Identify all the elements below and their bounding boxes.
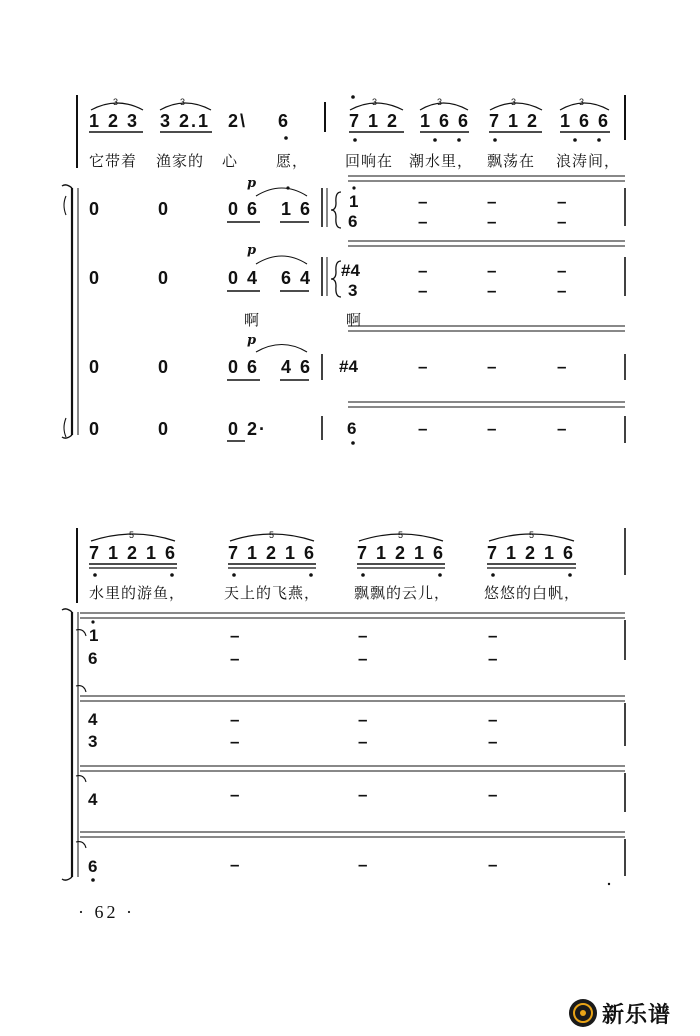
note-group: 0 6 — [228, 199, 260, 219]
tuplet-mark: 3 — [511, 97, 517, 107]
hold-dash: – — [418, 419, 428, 438]
chord-top: 1 — [89, 626, 99, 645]
hold-dash: – — [488, 626, 498, 645]
hold-dash: – — [418, 357, 428, 376]
note: 6 — [88, 857, 98, 876]
lyric: 浪涛间， — [556, 152, 621, 170]
hold-dash: – — [418, 261, 428, 280]
hold-dash: – — [487, 281, 497, 300]
hold-dash: – — [488, 855, 498, 874]
chord-bottom: 6 — [348, 212, 358, 231]
note-group: 7 1 2 1 6 — [357, 543, 446, 563]
hold-dash: – — [557, 281, 567, 300]
tuplet-mark: 5 — [269, 530, 275, 540]
hold-dash: – — [358, 785, 368, 804]
note-group: 1 2 3 — [89, 111, 140, 131]
rest: 0 — [158, 199, 171, 219]
note-group: 4 6 — [281, 357, 313, 377]
hold-dash: – — [358, 626, 368, 645]
lyric: 它带着 — [89, 152, 138, 170]
hold-dash: – — [488, 785, 498, 804]
hold-dash: – — [358, 710, 368, 729]
lyric: 心 — [222, 152, 239, 170]
note-group: 0 4 — [228, 268, 260, 288]
hold-dash: – — [230, 649, 240, 668]
hold-dash: – — [358, 855, 368, 874]
page-number: · 62 · — [78, 902, 135, 922]
note-group: 1 6 — [281, 199, 313, 219]
dynamic-p: p — [247, 176, 257, 191]
rest: 0 — [89, 419, 102, 439]
tuplet-mark: 5 — [529, 530, 535, 540]
note-group: 3 2.1 — [160, 111, 211, 131]
hold-dash: – — [230, 855, 240, 874]
site-logo — [568, 996, 694, 1030]
lyric: 愿， — [276, 152, 309, 170]
lyric: 飘荡在 — [487, 152, 536, 170]
note-group: 0 2· — [228, 419, 268, 439]
lyric: 渔家的 — [156, 152, 205, 170]
tuplet-mark: 3 — [437, 97, 443, 107]
dynamic-p: p — [247, 333, 257, 348]
note-group: 7 1 2 — [489, 111, 540, 131]
tuplet-mark: 5 — [398, 530, 404, 540]
hold-dash: – — [557, 419, 567, 438]
hold-dash: – — [487, 357, 497, 376]
tuplet-mark: 3 — [579, 97, 585, 107]
note-group: 7 1 2 1 6 — [487, 543, 576, 563]
hold-dash: – — [488, 649, 498, 668]
chord-bottom: 3 — [88, 732, 98, 751]
hold-dash: – — [557, 212, 567, 231]
rest: 0 — [89, 199, 102, 219]
chord-bottom: 3 — [348, 281, 358, 300]
hold-dash: – — [557, 192, 567, 211]
lyric: 悠悠的白帆， — [484, 584, 581, 602]
lyric: 啊 — [346, 311, 363, 329]
note-group: 7 1 2 — [349, 111, 400, 131]
hold-dash: – — [487, 212, 497, 231]
note-group: 0 6 — [228, 357, 260, 377]
note: 4 — [88, 790, 98, 809]
note-group: 1 6 6 — [420, 111, 471, 131]
hold-dash: – — [418, 281, 428, 300]
note: #4 — [339, 357, 358, 376]
chord-top: 1 — [349, 192, 359, 211]
hold-dash: – — [418, 192, 428, 211]
hold-dash: – — [230, 732, 240, 751]
note-group: 6 4 — [281, 268, 313, 288]
tuplet-mark: 5 — [129, 530, 135, 540]
hold-dash: – — [488, 710, 498, 729]
note-group: 1 6 6 — [560, 111, 611, 131]
hold-dash: – — [557, 261, 567, 280]
rest: 0 — [158, 419, 171, 439]
rest: 0 — [89, 357, 102, 377]
hold-dash: – — [487, 192, 497, 211]
hold-dash: – — [230, 785, 240, 804]
hold-dash: – — [418, 212, 428, 231]
lyric: 水里的游鱼， — [89, 584, 186, 602]
dynamic-p: p — [247, 243, 257, 258]
hold-dash: – — [487, 261, 497, 280]
chord-top: 4 — [88, 710, 98, 729]
hold-dash: – — [230, 710, 240, 729]
lyric: 潮水里， — [409, 152, 474, 170]
logo-text: 新乐谱 — [602, 1003, 672, 1028]
tuplet-mark: 3 — [180, 97, 186, 107]
note: 6 — [278, 111, 291, 131]
hold-dash: – — [487, 419, 497, 438]
lyric: 飘飘的云儿， — [354, 584, 451, 602]
hold-dash: – — [358, 649, 368, 668]
tuplet-mark: 3 — [113, 97, 119, 107]
tuplet-mark: 3 — [372, 97, 378, 107]
hold-dash: – — [358, 732, 368, 751]
lyric: 天上的飞燕， — [224, 584, 321, 602]
hold-dash: – — [488, 732, 498, 751]
note: 6 — [347, 419, 357, 438]
rest: 0 — [158, 268, 171, 288]
lyric: 啊 — [244, 311, 261, 329]
lyric: 回响在 — [345, 152, 394, 170]
hold-dash: – — [230, 626, 240, 645]
music-disc-icon — [568, 998, 598, 1028]
hold-dash: – — [557, 357, 567, 376]
chord-bottom: 6 — [88, 649, 98, 668]
note-group: 7 1 2 1 6 — [89, 543, 178, 563]
rest: 0 — [89, 268, 102, 288]
note: 2\ — [228, 111, 248, 131]
rest: 0 — [158, 357, 171, 377]
note-group: 7 1 2 1 6 — [228, 543, 317, 563]
chord-top: #4 — [341, 261, 360, 280]
